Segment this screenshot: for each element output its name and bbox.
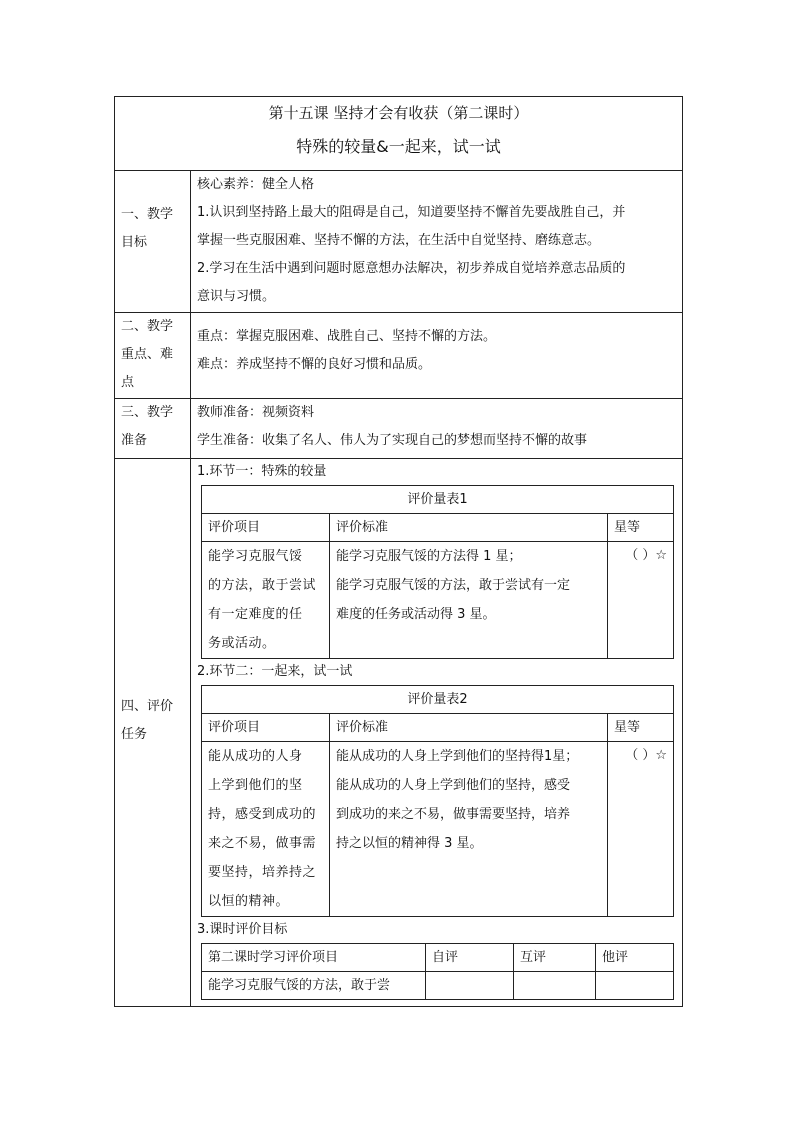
- table3-header-peer: 互评: [514, 944, 596, 972]
- core-literacy-text: 核心素养：健全人格: [197, 177, 315, 192]
- table1-title: 评价量表1: [202, 486, 674, 514]
- evaluation-table-2: [201, 685, 674, 917]
- lesson-title: 第十五课 坚持才会有收获（第二课时）: [268, 104, 529, 122]
- table1-standard-cell: 能学习克服气馁的方法得 1 星； 能学习克服气馁的方法，敢于尝试有一定 难度的任务或活动得 3 星。: [330, 542, 608, 659]
- title-cell: [115, 97, 683, 171]
- table3-header-other: 他评: [596, 944, 674, 972]
- table2-header-item: 评价项目: [202, 714, 330, 742]
- table1-header-standard: 评价标准: [330, 514, 608, 542]
- table1-stars-cell: （ ）☆: [608, 542, 674, 659]
- section4-label: 四、评价 任务: [115, 459, 191, 1007]
- lesson-plan-page: [114, 96, 682, 1007]
- table2-standard-cell: 能从成功的人身上学到他们的坚持得1星； 能从成功的人身上学到他们的坚持，感受 到成功的来之不易，做事需要坚持，培养 持之以恒的精神得 3 星。: [330, 742, 608, 917]
- section2-label: 二、教学 重点、难 点: [115, 313, 191, 399]
- section3-content: [191, 399, 683, 459]
- table2-header-standard: 评价标准: [330, 714, 608, 742]
- teacher-prep-text: 教师准备：视频资料: [197, 405, 315, 420]
- table2-header-stars: 星等: [608, 714, 674, 742]
- goal-text: 掌握一些克服困难、坚持不懈的方法，在生活中自觉坚持、磨练意志。: [197, 233, 601, 248]
- goal-text: 1.认识到坚持路上最大的阻碍是自己，知道要坚持不懈首先要战胜自己，并: [197, 205, 626, 220]
- step3-heading: 3.课时评价目标: [197, 922, 288, 937]
- lesson-plan-table: [114, 96, 683, 1007]
- table2-stars-cell: （ ）☆: [608, 742, 674, 917]
- table3-row1-other: [596, 972, 674, 1000]
- table2-title: 评价量表2: [202, 686, 674, 714]
- section3-label: 三、教学 准备: [115, 399, 191, 459]
- table1-item-cell: 能学习克服气馁 的方法，敢于尝试 有一定难度的任 务或活动。: [202, 542, 330, 659]
- table3-row1-item: 能学习克服气馁的方法，敢于尝: [202, 972, 426, 1000]
- goal-text: 意识与习惯。: [197, 289, 276, 304]
- difficulty-text: 难点：养成坚持不懈的良好习惯和品质。: [197, 357, 432, 372]
- goal-text: 2.学习在生活中遇到问题时愿意想办法解决，初步养成自觉培养意志品质的: [197, 261, 626, 276]
- table3-row1-self: [426, 972, 514, 1000]
- table3-header-self: 自评: [426, 944, 514, 972]
- section1-content: [191, 171, 683, 313]
- table3-row1-peer: [514, 972, 596, 1000]
- section4-content: [191, 459, 683, 1007]
- step1-heading: 1.环节一：特殊的较量: [197, 464, 327, 479]
- lesson-subtitle: 特殊的较量&一起来，试一试: [296, 137, 501, 156]
- evaluation-table-1: [201, 485, 674, 659]
- evaluation-table-3: [201, 943, 674, 1000]
- student-prep-text: 学生准备：收集了名人、伟人为了实现自己的梦想而坚持不懈的故事: [197, 433, 588, 448]
- table3-header-item: 第二课时学习评价项目: [202, 944, 426, 972]
- table1-header-stars: 星等: [608, 514, 674, 542]
- table2-item-cell: 能从成功的人身 上学到他们的坚 持，感受到成功的 来之不易，做事需 要坚持，培养持之 以恒的精神。: [202, 742, 330, 917]
- table1-header-item: 评价项目: [202, 514, 330, 542]
- step2-heading: 2.环节二：一起来，试一试: [197, 664, 353, 679]
- section2-content: [191, 313, 683, 399]
- section1-label: 一、教学 目标: [115, 171, 191, 313]
- key-point-text: 重点：掌握克服困难、战胜自己、坚持不懈的方法。: [197, 329, 497, 344]
